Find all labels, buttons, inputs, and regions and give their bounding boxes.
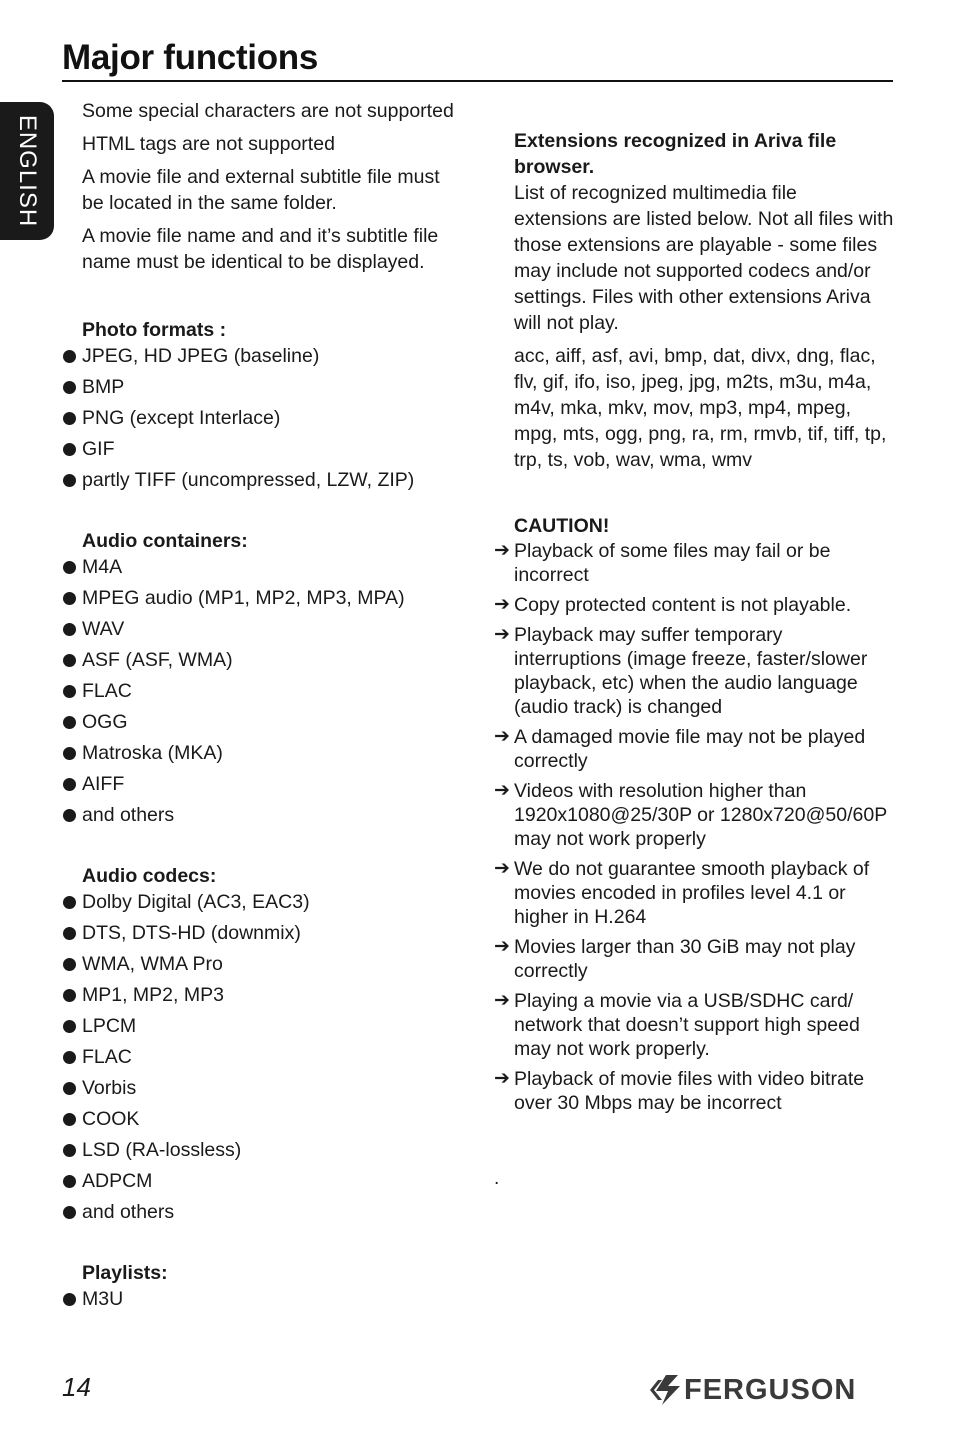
note: A movie file and external subtitle file must be located in the same folder. bbox=[82, 166, 440, 214]
playlists-section bbox=[62, 1260, 462, 1312]
bullet-icon bbox=[63, 561, 76, 574]
list-item: Matroska (MKA) bbox=[62, 740, 462, 766]
note: Some special characters are not supported bbox=[82, 100, 454, 122]
bullet-icon bbox=[63, 747, 76, 760]
list-item: BMP bbox=[62, 374, 462, 400]
extensions-list: acc, aiff, asf, avi, bmp, dat, divx, dng, flac, flv, gif, ifo, iso, jpeg, jpg, m2ts, m3u, m4a, m4v, mka, mkv, mov, mp3, mp4, mpeg, mpg, mts, ogg, png, ra, rm, rmvb, tif, tiff, tp, trp, ts, vob, wav, wma, wmv bbox=[514, 345, 887, 471]
bullet-icon bbox=[63, 716, 76, 729]
list-item: WAV bbox=[62, 616, 462, 642]
bullet-icon bbox=[63, 927, 76, 940]
list-item: PNG (except Interlace) bbox=[62, 405, 462, 431]
bullet-icon bbox=[63, 1206, 76, 1219]
section-heading: Playlists: bbox=[82, 1262, 168, 1284]
extensions-intro: List of recognized multimedia file extensions are listed below. Not all files with those extensions are playable - some files may include not supported codecs and/or settings. Files with other extensions Ariva will not play. bbox=[514, 182, 894, 334]
list-item: Dolby Digital (AC3, EAC3) bbox=[62, 889, 462, 915]
list-item: LSD (RA-lossless) bbox=[62, 1137, 462, 1163]
list-item: M4A bbox=[62, 554, 462, 580]
bullet-icon bbox=[63, 958, 76, 971]
left-column bbox=[62, 98, 462, 1317]
page-title: Major functions bbox=[62, 38, 319, 77]
list-item: and others bbox=[62, 1199, 462, 1225]
bullet-icon bbox=[63, 1051, 76, 1064]
bullet-icon bbox=[63, 474, 76, 487]
list-item: and others bbox=[62, 802, 462, 828]
bullet-icon bbox=[63, 1082, 76, 1095]
list-item: ASF (ASF, WMA) bbox=[62, 647, 462, 673]
bullet-icon bbox=[63, 1020, 76, 1033]
list-item: AIFF bbox=[62, 771, 462, 797]
caution-list bbox=[494, 539, 894, 1115]
list-item: FLAC bbox=[62, 1044, 462, 1070]
section-heading: Audio codecs: bbox=[82, 865, 217, 887]
arrow-right-icon: ➔ bbox=[494, 594, 510, 615]
note: HTML tags are not supported bbox=[82, 133, 335, 155]
arrow-right-icon: ➔ bbox=[494, 780, 510, 801]
right-column bbox=[494, 128, 894, 1121]
ferguson-logo-icon bbox=[648, 1372, 682, 1408]
section-heading: Audio containers: bbox=[82, 530, 248, 552]
bullet-icon bbox=[63, 443, 76, 456]
stray-period: . bbox=[494, 1168, 500, 1189]
bullet-icon bbox=[63, 896, 76, 909]
photo-formats-section bbox=[62, 317, 462, 493]
bullet-icon bbox=[63, 592, 76, 605]
list-item: MPEG audio (MP1, MP2, MP3, MPA) bbox=[62, 585, 462, 611]
list-item: ADPCM bbox=[62, 1168, 462, 1194]
arrow-right-icon: ➔ bbox=[494, 726, 510, 747]
bullet-icon bbox=[63, 623, 76, 636]
section-heading: Photo formats : bbox=[82, 319, 227, 341]
note: A movie file name and and it’s subtitle file name must be identical to be displayed. bbox=[82, 225, 439, 273]
caution-heading: CAUTION! bbox=[514, 515, 610, 537]
bullet-icon bbox=[63, 350, 76, 363]
caution-item: ➔ Movies larger than 30 GiB may not play correctly bbox=[494, 936, 856, 982]
page-number: 14 bbox=[62, 1372, 91, 1402]
list-item: FLAC bbox=[62, 678, 462, 704]
list-item: DTS, DTS-HD (downmix) bbox=[62, 920, 462, 946]
list-item: partly TIFF (uncompressed, LZW, ZIP) bbox=[62, 467, 462, 493]
list-item: JPEG, HD JPEG (baseline) bbox=[62, 343, 462, 369]
list-item: OGG bbox=[62, 709, 462, 735]
list-item: Vorbis bbox=[62, 1075, 462, 1101]
bullet-icon bbox=[63, 778, 76, 791]
caution-item: ➔ Playback of some files may fail or be incorrect bbox=[494, 540, 831, 586]
list-item: GIF bbox=[62, 436, 462, 462]
caution-item: ➔ Copy protected content is not playable. bbox=[494, 594, 852, 616]
caution-item: ➔ We do not guarantee smooth playback of movies encoded in profiles level 4.1 or higher in H.264 bbox=[494, 858, 870, 928]
audio-containers-section bbox=[62, 528, 462, 828]
list-item: COOK bbox=[62, 1106, 462, 1132]
audio-codecs-section bbox=[62, 863, 462, 1225]
list-item: WMA, WMA Pro bbox=[62, 951, 462, 977]
extensions-heading: Extensions recognized in Ariva file browser. bbox=[514, 130, 837, 178]
bullet-icon bbox=[63, 809, 76, 822]
arrow-right-icon: ➔ bbox=[494, 990, 510, 1011]
caution-item: ➔ Playback may suffer temporary interruptions (image freeze, faster/slower playback, etc) when the audio language (audio track) is changed bbox=[494, 624, 868, 718]
bullet-icon bbox=[63, 1293, 76, 1306]
list-item: M3U bbox=[62, 1286, 462, 1312]
bullet-icon bbox=[63, 1113, 76, 1126]
language-tab-label: ENGLISH bbox=[14, 114, 41, 228]
arrow-right-icon: ➔ bbox=[494, 858, 510, 879]
bullet-icon bbox=[63, 381, 76, 394]
arrow-right-icon: ➔ bbox=[494, 540, 510, 561]
arrow-right-icon: ➔ bbox=[494, 936, 510, 957]
caution-item: ➔ Videos with resolution higher than 1920x1080@25/30P or 1280x720@50/60P may not work properly bbox=[494, 780, 887, 850]
subtitle-notes bbox=[62, 98, 462, 275]
caution-item: ➔ Playing a movie via a USB/SDHC card/ network that doesn’t support high speed may not work properly. bbox=[494, 990, 860, 1060]
bullet-icon bbox=[63, 654, 76, 667]
arrow-right-icon: ➔ bbox=[494, 1068, 510, 1089]
arrow-right-icon: ➔ bbox=[494, 624, 510, 645]
bullet-icon bbox=[63, 1144, 76, 1157]
bullet-icon bbox=[63, 989, 76, 1002]
list-item: LPCM bbox=[62, 1013, 462, 1039]
bullet-icon bbox=[63, 1175, 76, 1188]
brand-name: FERGUSON bbox=[684, 1374, 857, 1406]
bullet-icon bbox=[63, 412, 76, 425]
title-rule bbox=[62, 80, 893, 82]
caution-item: ➔ Playback of movie files with video bitrate over 30 Mbps may be incorrect bbox=[494, 1068, 865, 1114]
list-item: MP1, MP2, MP3 bbox=[62, 982, 462, 1008]
language-tab bbox=[0, 102, 54, 240]
brand-logo bbox=[648, 1372, 893, 1408]
caution-item: ➔ A damaged movie file may not be played correctly bbox=[494, 726, 866, 772]
bullet-icon bbox=[63, 685, 76, 698]
